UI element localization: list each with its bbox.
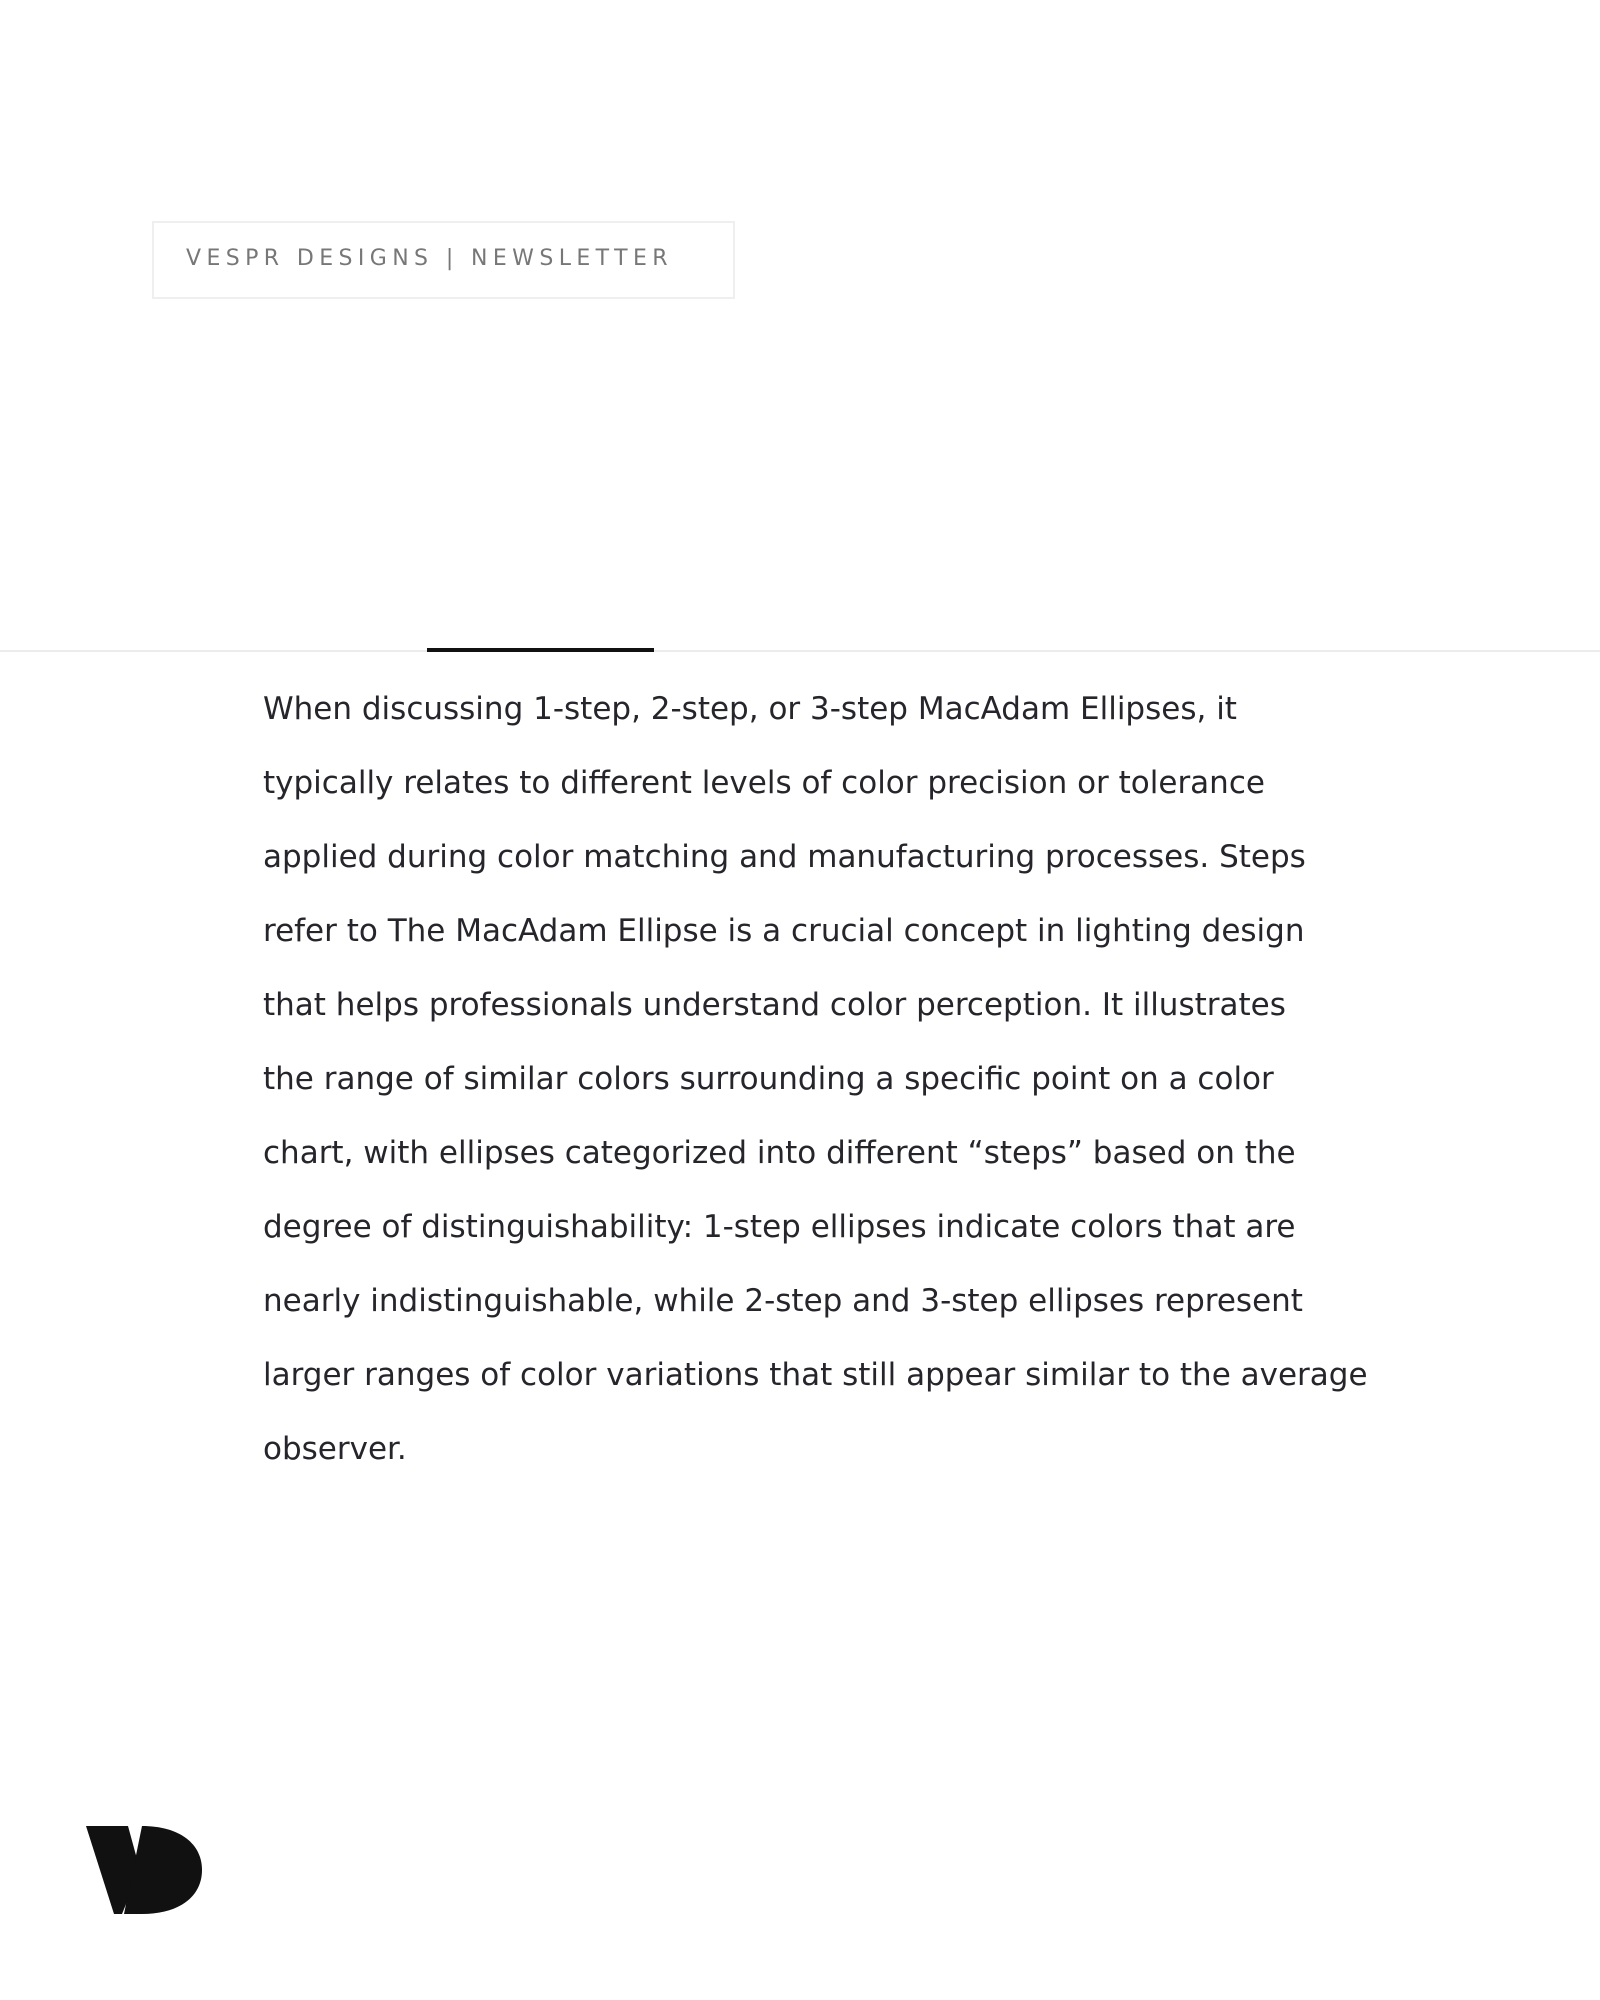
section-divider — [0, 650, 1600, 652]
article-line: degree of distinguishability: 1-step ellipses indicate colors that are — [263, 1209, 1296, 1245]
vespr-logo-icon — [86, 1826, 202, 1914]
article-line: that helps professionals understand color perception. It illustrates — [263, 987, 1286, 1023]
article-line: applied during color matching and manufacturing processes. Steps — [263, 839, 1306, 875]
article-line: chart, with ellipses categorized into different “steps” based on the — [263, 1135, 1296, 1171]
article-line: the range of similar colors surrounding a specific point on a color — [263, 1061, 1274, 1097]
article-line: refer to The MacAdam Ellipse is a crucial concept in lighting design — [263, 913, 1305, 949]
section-divider-accent — [427, 648, 654, 652]
article-line: observer. — [263, 1431, 407, 1467]
article-body — [263, 672, 1443, 1486]
article-line: typically relates to different levels of color precision or tolerance — [263, 765, 1265, 801]
article-line: When discussing 1-step, 2-step, or 3-step MacAdam Ellipses, it — [263, 691, 1237, 727]
newsletter-header-label: VESPR DESIGNS | NEWSLETTER — [186, 245, 673, 271]
article-line: nearly indistinguishable, while 2-step and 3-step ellipses represent — [263, 1283, 1303, 1319]
article-line: larger ranges of color variations that still appear similar to the average — [263, 1357, 1368, 1393]
newsletter-header-box — [152, 221, 735, 299]
